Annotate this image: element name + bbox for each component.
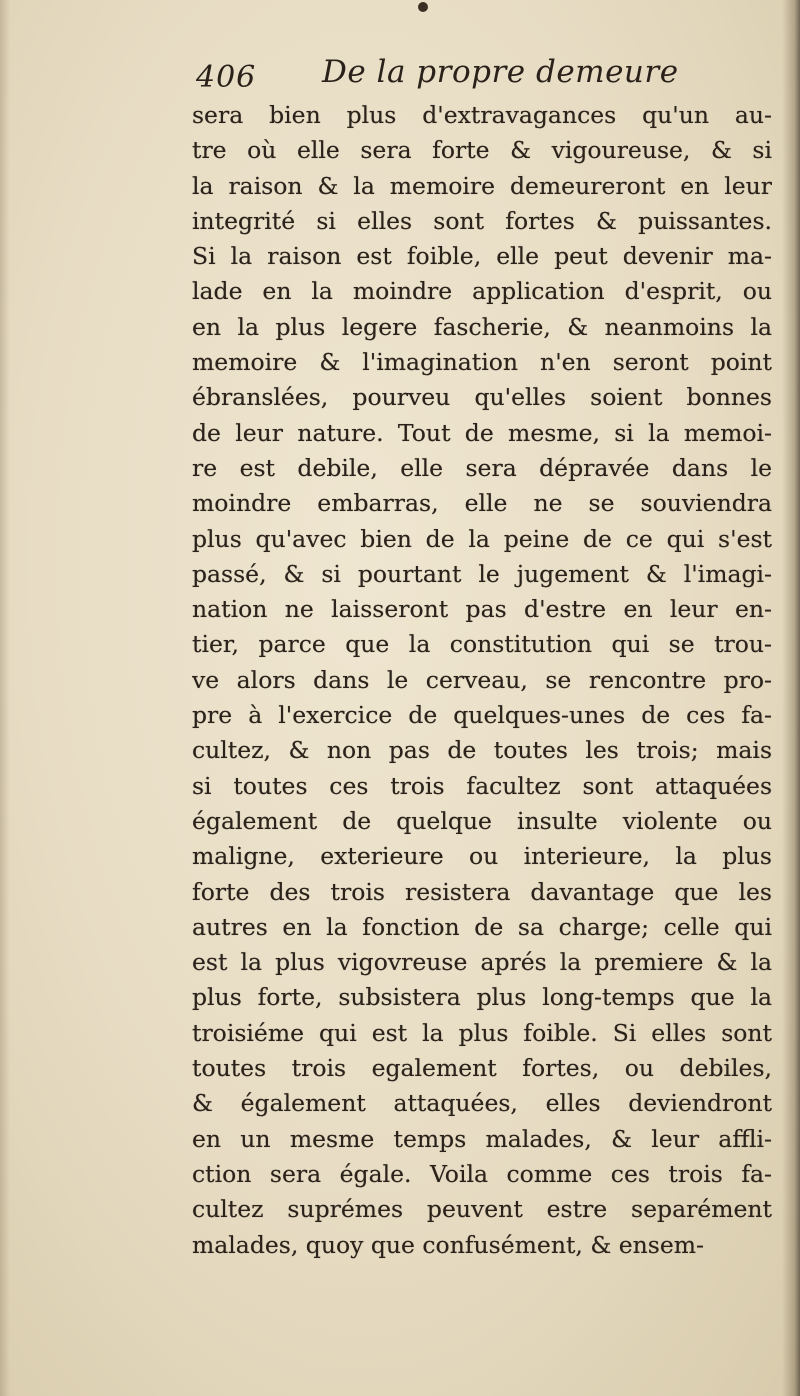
text-line: en la plus legere fascherie, & neanmoins la: [192, 312, 772, 341]
page-header: [196, 46, 756, 96]
text-line: cultez, & non pas de toutes les trois; mais: [192, 736, 772, 765]
text-line: autres en la fonction de sa charge; celle qui: [192, 912, 772, 941]
text-line: si toutes ces trois facultez sont attaquées: [192, 771, 772, 800]
text-line: la raison & la memoire demeureront en leur: [192, 171, 772, 200]
text-line: en un mesme temps malades, & leur affli-: [192, 1124, 772, 1153]
ink-dot: [418, 2, 428, 12]
body-text: [192, 98, 772, 1263]
text-line: & également attaquées, elles deviendront: [192, 1089, 772, 1118]
text-line: est la plus vigovreuse aprés la premiere & la: [192, 948, 772, 977]
page-gutter-shadow: [782, 0, 800, 1396]
page-left-shadow: [0, 0, 10, 1396]
text-line: moindre embarras, elle ne se souviendra: [192, 489, 772, 518]
text-line: ve alors dans le cerveau, se rencontre pro-: [192, 665, 772, 694]
text-line: tier, parce que la constitution qui se trou-: [192, 630, 772, 659]
text-line: de leur nature. Tout de mesme, si la memoi-: [192, 418, 772, 447]
text-line: tre où elle sera forte & vigoureuse, & si: [192, 136, 772, 165]
text-line: ction sera égale. Voila comme ces trois fa-: [192, 1159, 772, 1188]
text-line: toutes trois egalement fortes, ou debiles,: [192, 1054, 772, 1083]
text-line: memoire & l'imagination n'en seront point: [192, 348, 772, 377]
text-line: passé, & si pourtant le jugement & l'imagi-: [192, 559, 772, 588]
text-line: lade en la moindre application d'esprit, ou: [192, 277, 772, 306]
text-line: integrité si elles sont fortes & puissantes.: [192, 206, 772, 235]
text-line: sera bien plus d'extravagances qu'un au-: [192, 101, 772, 129]
text-line: pre à l'exercice de quelques-unes de ces fa-: [192, 701, 772, 730]
running-title: De la propre demeure: [322, 54, 679, 90]
text-line: Si la raison est foible, elle peut devenir ma-: [192, 242, 772, 271]
text-line: plus forte, subsistera plus long-temps que la: [192, 983, 772, 1012]
page-number: 406: [196, 60, 257, 95]
text-line: maligne, exterieure ou interieure, la plus: [192, 842, 772, 871]
text-line: troisiéme qui est la plus foible. Si elles sont: [192, 1018, 772, 1047]
text-line: également de quelque insulte violente ou: [192, 806, 772, 835]
text-line: malades, quoy que confusément, & ensem-: [192, 1230, 704, 1259]
text-line: plus qu'avec bien de la peine de ce qui s'est: [192, 524, 772, 553]
text-line: forte des trois resistera davantage que les: [192, 877, 772, 906]
text-line: ébranslées, pourveu qu'elles soient bonnes: [192, 383, 772, 412]
text-line: cultez suprémes peuvent estre separément: [192, 1195, 772, 1224]
text-line: re est debile, elle sera dépravée dans le: [192, 453, 772, 482]
text-line: nation ne laisseront pas d'estre en leur en-: [192, 595, 772, 624]
